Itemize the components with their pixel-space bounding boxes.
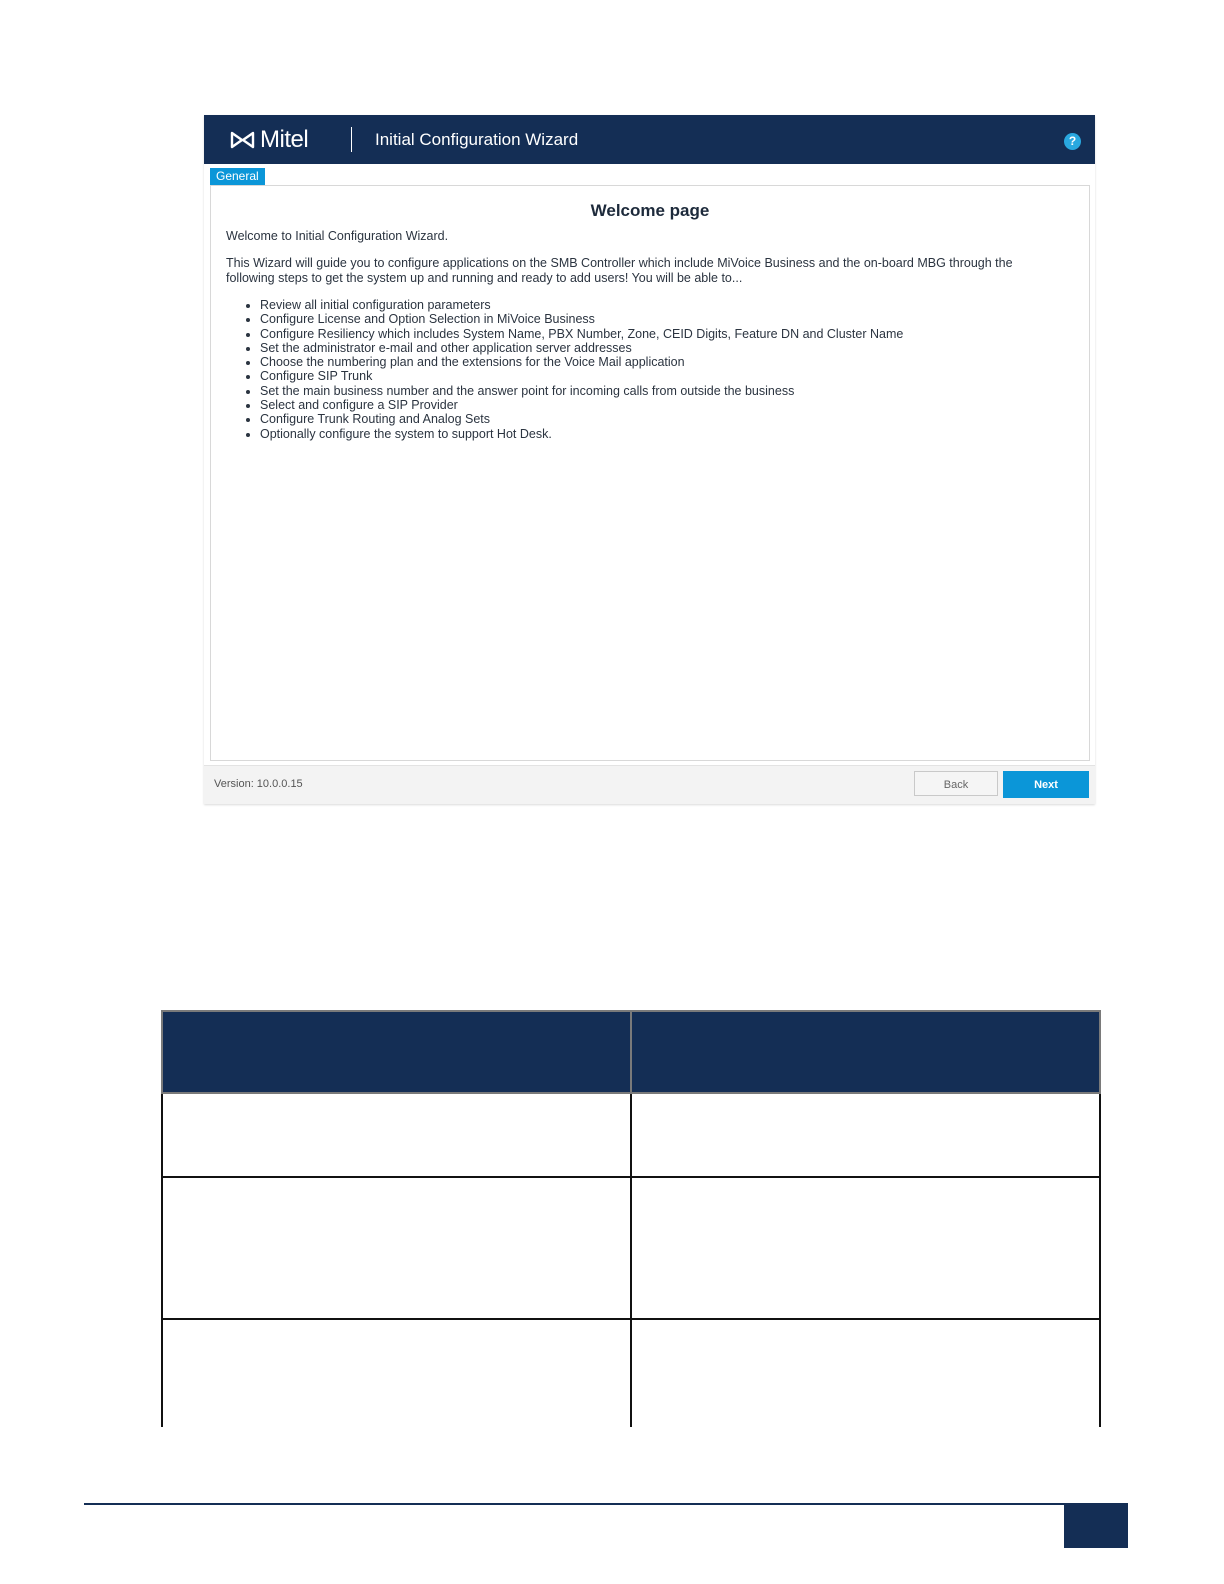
list-item: • Choose the numbering plan and the extensions for the Voice Mail application <box>260 355 903 369</box>
table-border <box>1099 1094 1101 1427</box>
welcome-panel <box>210 185 1090 761</box>
table-border <box>630 1094 632 1427</box>
help-icon[interactable]: ? <box>1064 133 1081 150</box>
list-item: • Configure License and Option Selection in MiVoice Business <box>260 312 903 326</box>
list-item: • Set the administrator e-mail and other application server addresses <box>260 341 903 355</box>
header-divider <box>351 127 352 152</box>
footer-rule <box>84 1503 1128 1505</box>
description-paragraph: This Wizard will guide you to configure applications on the SMB Controller which include MiVoice Business and the on-board MBG through the following steps to get the system up and running and ready to add users! You will be able to... <box>226 256 1013 285</box>
page-title: Welcome page <box>590 201 710 220</box>
list-item: • Optionally configure the system to support Hot Desk. <box>260 427 903 441</box>
next-button[interactable]: Next <box>1003 771 1089 798</box>
list-item: • Configure Resiliency which includes System Name, PBX Number, Zone, CEID Digits, Feature DN and Cluster Name <box>260 327 903 341</box>
intro-text: Welcome to Initial Configuration Wizard. <box>226 229 449 243</box>
mitel-logo-icon <box>229 131 256 149</box>
steps-list <box>226 298 903 441</box>
table-header-cell <box>630 1010 1101 1094</box>
brand-name: Mitel <box>260 126 309 153</box>
table-row-divider <box>161 1318 1101 1320</box>
list-item: • Configure SIP Trunk <box>260 369 903 383</box>
list-item: • Configure Trunk Routing and Analog Sets <box>260 412 903 426</box>
wizard-window <box>204 115 1095 804</box>
list-item: • Select and configure a SIP Provider <box>260 398 903 412</box>
document-table <box>161 1010 1101 1427</box>
table-header-cell <box>161 1010 632 1094</box>
page-number-box <box>1064 1504 1128 1548</box>
table-row-divider <box>161 1176 1101 1178</box>
wizard-footer <box>204 765 1095 804</box>
wizard-header <box>204 115 1095 164</box>
version-label: Version: 10.0.0.15 <box>214 778 303 790</box>
list-item: • Set the main business number and the answer point for incoming calls from outside the business <box>260 384 903 398</box>
tab-general[interactable]: General <box>210 168 265 185</box>
list-item: • Review all initial configuration parameters <box>260 298 903 312</box>
wizard-title: Initial Configuration Wizard <box>375 130 579 149</box>
back-button[interactable]: Back <box>914 771 998 796</box>
table-border <box>161 1094 163 1427</box>
mitel-logo <box>229 127 308 153</box>
